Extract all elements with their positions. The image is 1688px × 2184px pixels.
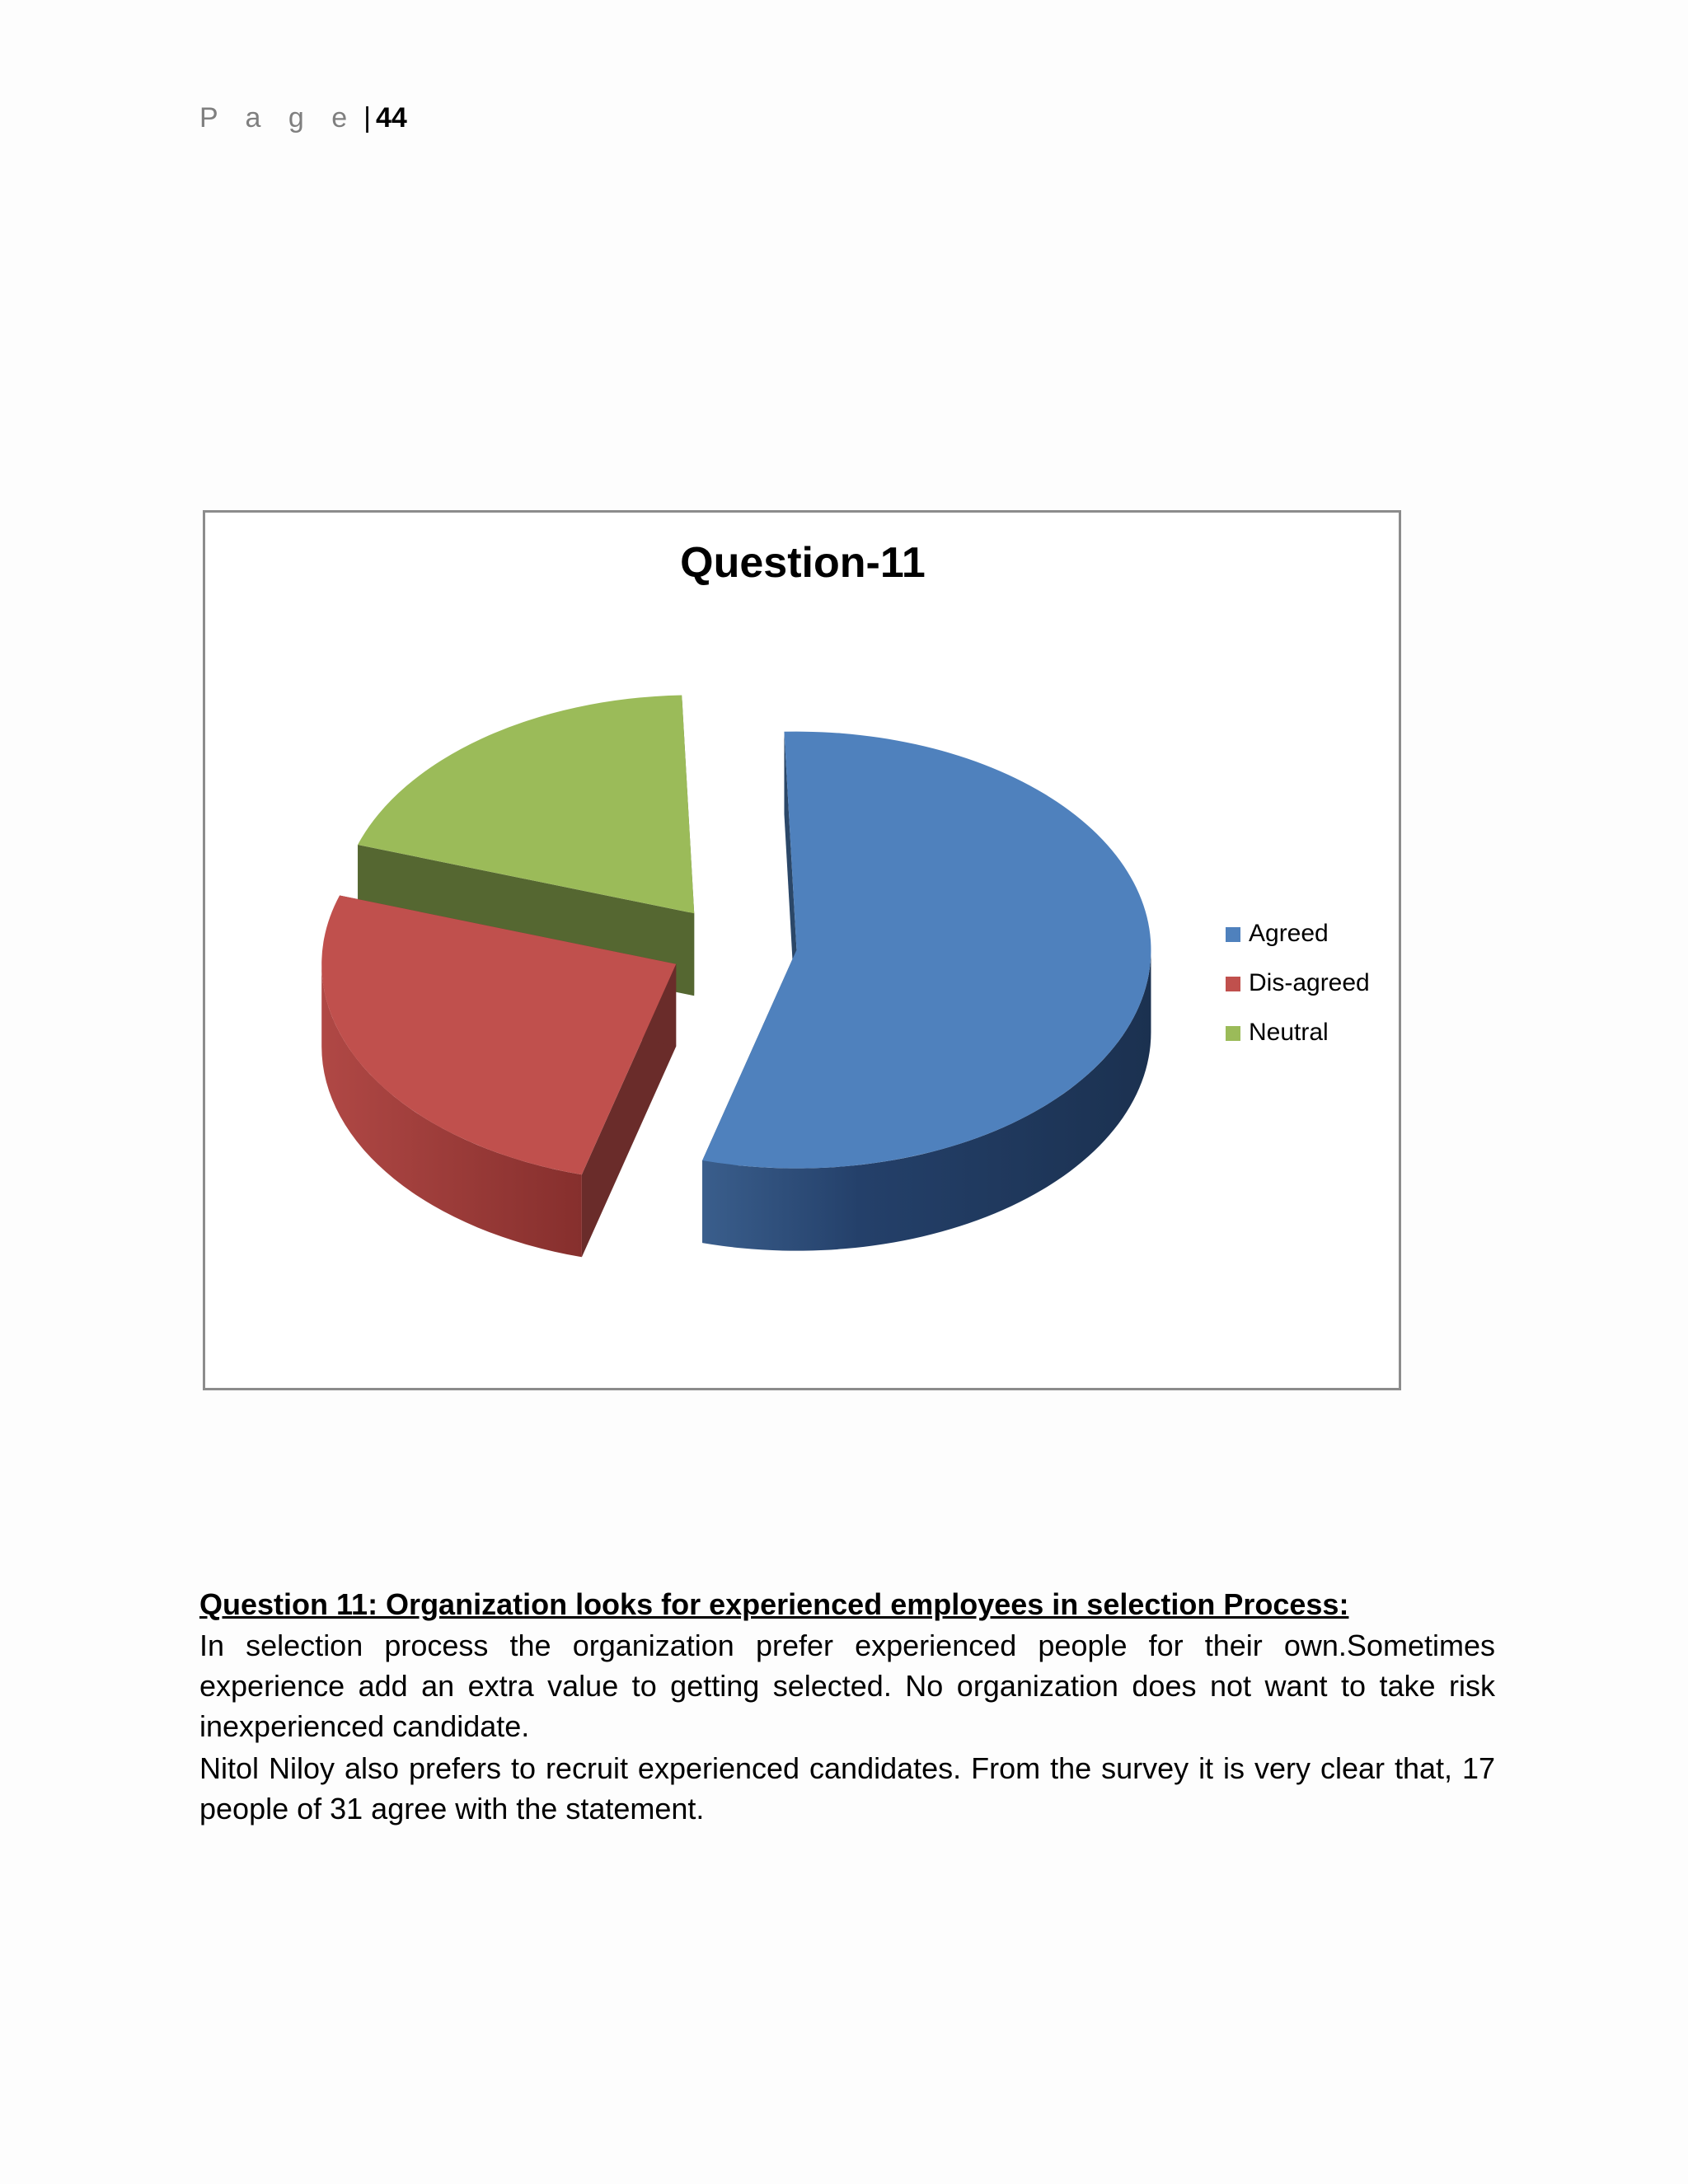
page-separator: | — [363, 102, 371, 134]
body-text — [199, 1584, 1495, 1829]
legend-label-agreed: Agreed — [1249, 920, 1329, 947]
paragraph-1: In selection process the organization prefer experienced people for their own.Sometimes experience add an extra value to getting selected. No organization does not want to take risk inexperienced candidate. — [199, 1629, 1495, 1743]
chart-legend — [1226, 920, 1370, 1046]
legend-swatch-agreed — [1226, 927, 1240, 942]
page-number: 44 — [375, 102, 407, 134]
legend-swatch-dis-agreed — [1226, 977, 1240, 991]
legend-label-dis-agreed: Dis-agreed — [1249, 969, 1370, 996]
chart-title: Question-11 — [680, 539, 926, 587]
legend-label-neutral: Neutral — [1249, 1019, 1329, 1046]
page-header — [199, 97, 407, 138]
paragraph-2: Nitol Niloy also prefers to recruit experienced candidates. From the survey it is very clear that, 17 people of 31 agree with the statement. — [199, 1751, 1495, 1825]
legend-swatch-neutral — [1226, 1026, 1240, 1041]
chart-canvas — [205, 513, 1399, 1388]
section-heading: Question 11: Organization looks for experienced employees in selection Process: — [199, 1587, 1349, 1621]
page-label: P a g e — [199, 102, 358, 134]
pie-chart — [203, 510, 1401, 1390]
pie-slice-agreed — [702, 732, 1151, 1251]
pie-slices — [321, 695, 1151, 1257]
